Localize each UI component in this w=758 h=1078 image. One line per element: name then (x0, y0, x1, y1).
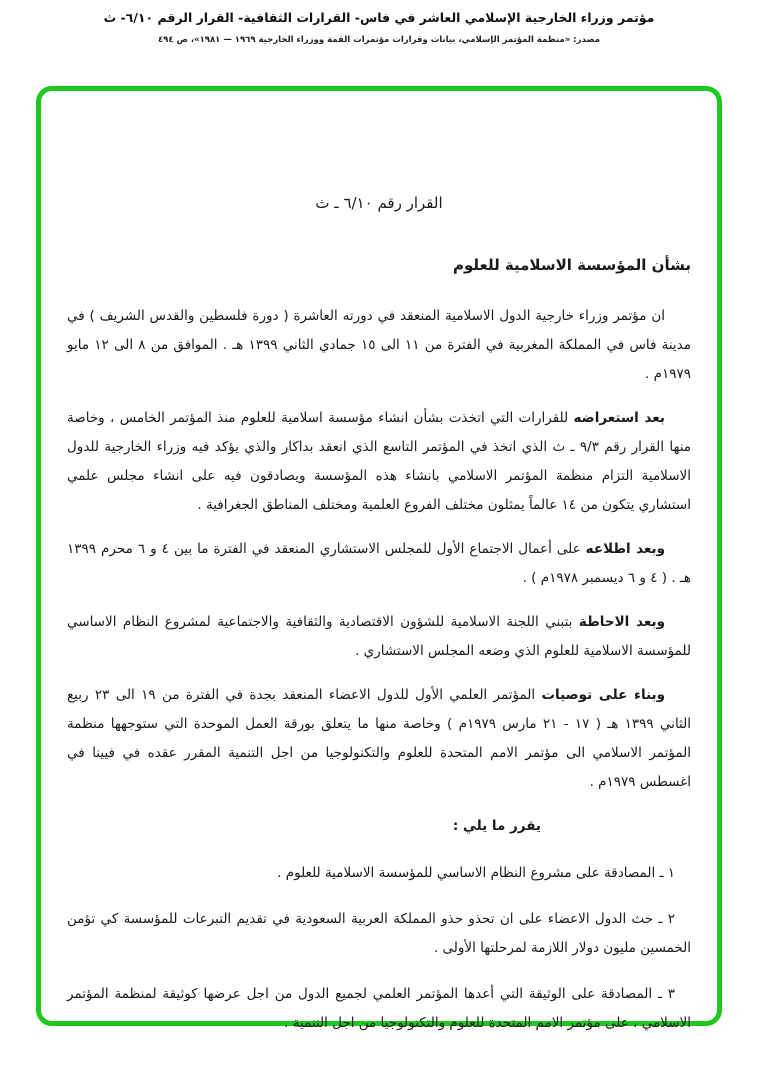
paragraph-review (67, 404, 691, 520)
resolution-number-title: القرار رقم ٦/١٠ ـ ث (315, 194, 443, 212)
paragraph-preamble (67, 302, 691, 389)
paragraph-text: للقرارات التي اتخذت بشأن انشاء مؤسسة اسلامية للعلوم منذ المؤتمر الخامس ، وخاصة منها القرار رقم ٩/٣ ـ ث الذي اتخذ في المؤتمر التاسع الذي انعقد بداكار والذي يؤكد فيه وزراء الخارجية للدول الاسلامية التزام منظمة المؤتمر الاسلامي بانشاء هذه المؤسسة ويصادقون فيه على انشاء مجلس علمي استشاري يتكون من ١٤ عالماً يمثلون مختلف الفروع العلمية ومختلف المناطق الجغرافية . (67, 409, 691, 513)
paragraph-lead: وبعد الاحاطة (578, 613, 665, 630)
header-source-line: مصدر: «منظمة المؤتمر الإسلامي، بيانات وقرارات مؤتمرات القمة ووزراء الخارجية ١٩٦٩ — ١٩٨١»، ص ٤٩٤ (157, 34, 601, 45)
decision-item-3: ٣ ـ المصادقة على الوثيقة التي أعدها المؤتمر العلمي لجميع الدول من اجل عرضها كوثيقة لمنظمة المؤتمر الاسلامي ، على مؤتمر الامم المتحدة للعلوم والتكنولوجيا من اجل التنمية . (67, 985, 691, 1031)
resolution-subject: بشأن المؤسسة الاسلامية للعلوم (452, 256, 691, 275)
paragraph-text: المؤتمر العلمي الأول للدول الاعضاء المنعقد بجدة في الفترة من ١٩ الى ٢٣ ربيع الثاني ١٣٩٩ هـ ( ١٧ - ٢١ مارس ١٩٧٩م ) وخاصة منها ما يتعلق بورقة العمل الموحدة التي ستوجهها منظمة المؤتمر الاسلامي الى مؤتمر الامم المتحدة للعلوم والتكنولوجيا من اجل التنمية المقرر عقده في فيينا في اغسطس ١٩٧٩م . (67, 686, 691, 790)
paragraph-committee-adoption (67, 608, 691, 666)
paragraph-lead: وبعد اطلاعه (585, 540, 665, 557)
green-border-frame (36, 86, 722, 1031)
decision-item-1: ١ ـ المصادقة على مشروع النظام الاساسي للمؤسسة الاسلامية للعلوم . (277, 864, 675, 881)
paragraph-text: ان مؤتمر وزراء خارجية الدول الاسلامية المنعقد في دورته العاشرة ( دورة فلسطين والقدس الشريف ) في مدينة فاس في المملكة المغربية في الفترة من ١١ الى ١٥ جمادي الثاني ١٣٩٩ هـ . الموافق من ٨ الى ١٢ مايو ١٩٧٩م . (67, 307, 692, 382)
paragraph-lead: وبناء على توصيات (541, 686, 665, 703)
document-body (41, 91, 717, 1078)
paragraph-text: على أعمال الاجتماع الأول للمجلس الاستشاري المنعقد في الفترة ما بين ٤ و ٦ محرم ١٣٩٩ هـ . ( ٤ و ٦ ديسمبر ١٩٧٨م ) . (67, 540, 691, 586)
decision-item-2: ٢ ـ حث الدول الاعضاء على ان تحذو حذو المملكة العربية السعودية في تقديم التبرعات للمؤسسة كي تؤمن الخمسين مليون دولار اللازمة لمرحلتها الأولى . (67, 910, 691, 956)
paragraph-lead: بعد استعراضه (573, 409, 666, 426)
page-header (9, 0, 749, 45)
paragraph-recommendations (67, 681, 691, 797)
paragraph-first-meeting (67, 535, 691, 593)
paragraph-text: بتبني اللجنة الاسلامية للشؤون الاقتصادية والثقافية والاجتماعية لمشروع النظام الاساسي للمؤسسة الاسلامية للعلوم الذي وضعه المجلس الاستشاري . (67, 613, 691, 659)
decides-label: يقرر ما يلي : (452, 817, 541, 834)
header-title: مؤتمر وزراء الخارجية الإسلامي العاشر في فاس- القرارات الثقافية- القرار الرقم ٦/١٠- ث (103, 10, 655, 25)
